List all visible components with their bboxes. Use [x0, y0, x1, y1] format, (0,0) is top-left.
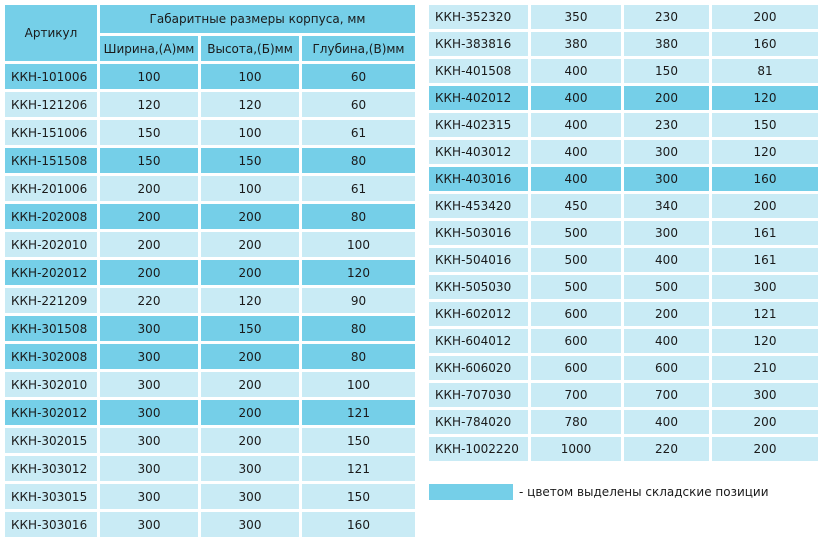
depth-cell: 150 [302, 484, 415, 509]
table-row [429, 86, 818, 110]
width-cell: 350 [531, 5, 621, 29]
height-cell: 230 [624, 113, 709, 137]
depth-cell: 61 [302, 120, 415, 145]
article-cell: ККН-383816 [429, 32, 528, 56]
article-cell: ККН-402315 [429, 113, 528, 137]
depth-cell: 61 [302, 176, 415, 201]
depth-cell: 100 [302, 232, 415, 257]
depth-cell: 121 [302, 456, 415, 481]
width-cell: 200 [100, 232, 198, 257]
article-cell: ККН-602012 [429, 302, 528, 326]
table-row [5, 176, 415, 201]
height-cell: 230 [624, 5, 709, 29]
right-table-body [429, 5, 818, 461]
article-cell: ККН-784020 [429, 410, 528, 434]
height-cell: 400 [624, 410, 709, 434]
height-cell: 300 [201, 456, 299, 481]
depth-cell: 121 [712, 302, 818, 326]
width-cell: 400 [531, 59, 621, 83]
width-cell: 600 [531, 329, 621, 353]
article-cell: ККН-151006 [5, 120, 97, 145]
height-cell: 200 [201, 260, 299, 285]
article-cell: ККН-504016 [429, 248, 528, 272]
height-cell: 150 [624, 59, 709, 83]
article-cell: ККН-303012 [5, 456, 97, 481]
height-cell: 200 [624, 302, 709, 326]
width-cell: 700 [531, 383, 621, 407]
depth-cell: 200 [712, 5, 818, 29]
article-cell: ККН-403012 [429, 140, 528, 164]
depth-cell: 80 [302, 148, 415, 173]
article-cell: ККН-302015 [5, 428, 97, 453]
height-cell: 400 [624, 248, 709, 272]
height-cell: 120 [201, 92, 299, 117]
article-cell: ККН-121206 [5, 92, 97, 117]
width-cell: 1000 [531, 437, 621, 461]
depth-cell: 120 [302, 260, 415, 285]
height-cell: 300 [624, 140, 709, 164]
table-row [429, 437, 818, 461]
depth-cell: 300 [712, 383, 818, 407]
width-cell: 200 [100, 260, 198, 285]
width-cell: 400 [531, 86, 621, 110]
height-cell: 200 [201, 400, 299, 425]
article-cell: ККН-1002220 [429, 437, 528, 461]
article-cell: ККН-201006 [5, 176, 97, 201]
article-cell: ККН-402012 [429, 86, 528, 110]
header-dimensions-group: Габаритные размеры корпуса, мм [100, 5, 415, 33]
width-cell: 100 [100, 64, 198, 89]
article-cell: ККН-352320 [429, 5, 528, 29]
height-cell: 200 [201, 372, 299, 397]
table-row [429, 140, 818, 164]
width-cell: 500 [531, 221, 621, 245]
article-cell: ККН-301508 [5, 316, 97, 341]
depth-cell: 60 [302, 64, 415, 89]
width-cell: 400 [531, 113, 621, 137]
depth-cell: 160 [712, 32, 818, 56]
table-row [429, 329, 818, 353]
width-cell: 600 [531, 302, 621, 326]
article-cell: ККН-202010 [5, 232, 97, 257]
table-row [5, 344, 415, 369]
depth-cell: 81 [712, 59, 818, 83]
table-row [5, 120, 415, 145]
article-cell: ККН-221209 [5, 288, 97, 313]
table-row [429, 410, 818, 434]
depth-cell: 120 [712, 86, 818, 110]
height-cell: 220 [624, 437, 709, 461]
depth-cell: 60 [302, 92, 415, 117]
table-row [429, 383, 818, 407]
right-dimensions-table [426, 2, 821, 464]
legend-text: - цветом выделены складские позиции [519, 485, 769, 499]
width-cell: 380 [531, 32, 621, 56]
height-cell: 340 [624, 194, 709, 218]
depth-cell: 120 [712, 329, 818, 353]
depth-cell: 161 [712, 248, 818, 272]
height-cell: 300 [624, 167, 709, 191]
height-cell: 400 [624, 329, 709, 353]
left-table-body [5, 64, 415, 537]
article-cell: ККН-604012 [429, 329, 528, 353]
table-row [5, 260, 415, 285]
depth-cell: 150 [302, 428, 415, 453]
depth-cell: 300 [712, 275, 818, 299]
article-cell: ККН-202008 [5, 204, 97, 229]
article-cell: ККН-202012 [5, 260, 97, 285]
table-row [5, 288, 415, 313]
depth-cell: 210 [712, 356, 818, 380]
header-article: Артикул [5, 5, 97, 61]
depth-cell: 80 [302, 344, 415, 369]
article-cell: ККН-503016 [429, 221, 528, 245]
table-row [5, 316, 415, 341]
depth-cell: 80 [302, 204, 415, 229]
table-row [429, 221, 818, 245]
height-cell: 300 [201, 512, 299, 537]
legend-color-swatch [429, 484, 513, 500]
table-row [429, 356, 818, 380]
header-height: Высота,(Б)мм [201, 36, 299, 61]
article-cell: ККН-606020 [429, 356, 528, 380]
width-cell: 300 [100, 456, 198, 481]
height-cell: 300 [624, 221, 709, 245]
depth-cell: 161 [712, 221, 818, 245]
article-cell: ККН-707030 [429, 383, 528, 407]
article-cell: ККН-303015 [5, 484, 97, 509]
height-cell: 700 [624, 383, 709, 407]
article-cell: ККН-302010 [5, 372, 97, 397]
height-cell: 500 [624, 275, 709, 299]
height-cell: 100 [201, 120, 299, 145]
header-width: Ширина,(А)мм [100, 36, 198, 61]
table-row [5, 456, 415, 481]
table-row [429, 167, 818, 191]
width-cell: 500 [531, 275, 621, 299]
table-row [429, 5, 818, 29]
table-row [5, 372, 415, 397]
table-row [5, 92, 415, 117]
depth-cell: 200 [712, 437, 818, 461]
depth-cell: 150 [712, 113, 818, 137]
table-row [5, 512, 415, 537]
article-cell: ККН-453420 [429, 194, 528, 218]
depth-cell: 160 [712, 167, 818, 191]
article-cell: ККН-403016 [429, 167, 528, 191]
width-cell: 300 [100, 400, 198, 425]
width-cell: 150 [100, 120, 198, 145]
depth-cell: 160 [302, 512, 415, 537]
article-cell: ККН-151508 [5, 148, 97, 173]
height-cell: 200 [201, 344, 299, 369]
height-cell: 150 [201, 316, 299, 341]
depth-cell: 121 [302, 400, 415, 425]
width-cell: 300 [100, 344, 198, 369]
height-cell: 600 [624, 356, 709, 380]
left-dimensions-table [2, 2, 418, 540]
article-cell: ККН-303016 [5, 512, 97, 537]
width-cell: 200 [100, 176, 198, 201]
width-cell: 600 [531, 356, 621, 380]
article-cell: ККН-101006 [5, 64, 97, 89]
height-cell: 300 [201, 484, 299, 509]
table-row [5, 64, 415, 89]
table-row [5, 204, 415, 229]
table-row [429, 32, 818, 56]
table-row [429, 194, 818, 218]
table-row [429, 248, 818, 272]
table-row [429, 302, 818, 326]
table-row [5, 484, 415, 509]
table-row [429, 275, 818, 299]
width-cell: 220 [100, 288, 198, 313]
width-cell: 300 [100, 484, 198, 509]
width-cell: 450 [531, 194, 621, 218]
height-cell: 200 [201, 232, 299, 257]
width-cell: 500 [531, 248, 621, 272]
depth-cell: 90 [302, 288, 415, 313]
width-cell: 300 [100, 316, 198, 341]
table-row [5, 148, 415, 173]
height-cell: 200 [624, 86, 709, 110]
depth-cell: 120 [712, 140, 818, 164]
depth-cell: 80 [302, 316, 415, 341]
height-cell: 200 [201, 428, 299, 453]
width-cell: 400 [531, 167, 621, 191]
table-row [429, 113, 818, 137]
table-row [5, 428, 415, 453]
width-cell: 300 [100, 428, 198, 453]
depth-cell: 100 [302, 372, 415, 397]
article-cell: ККН-401508 [429, 59, 528, 83]
header-depth: Глубина,(В)мм [302, 36, 415, 61]
article-cell: ККН-302008 [5, 344, 97, 369]
legend [429, 484, 769, 500]
depth-cell: 200 [712, 194, 818, 218]
height-cell: 100 [201, 64, 299, 89]
width-cell: 150 [100, 148, 198, 173]
width-cell: 400 [531, 140, 621, 164]
depth-cell: 200 [712, 410, 818, 434]
table-row [5, 232, 415, 257]
height-cell: 150 [201, 148, 299, 173]
width-cell: 300 [100, 512, 198, 537]
article-cell: ККН-505030 [429, 275, 528, 299]
height-cell: 100 [201, 176, 299, 201]
height-cell: 120 [201, 288, 299, 313]
width-cell: 780 [531, 410, 621, 434]
width-cell: 300 [100, 372, 198, 397]
height-cell: 380 [624, 32, 709, 56]
table-row [5, 400, 415, 425]
article-cell: ККН-302012 [5, 400, 97, 425]
width-cell: 200 [100, 204, 198, 229]
width-cell: 120 [100, 92, 198, 117]
height-cell: 200 [201, 204, 299, 229]
table-row [429, 59, 818, 83]
